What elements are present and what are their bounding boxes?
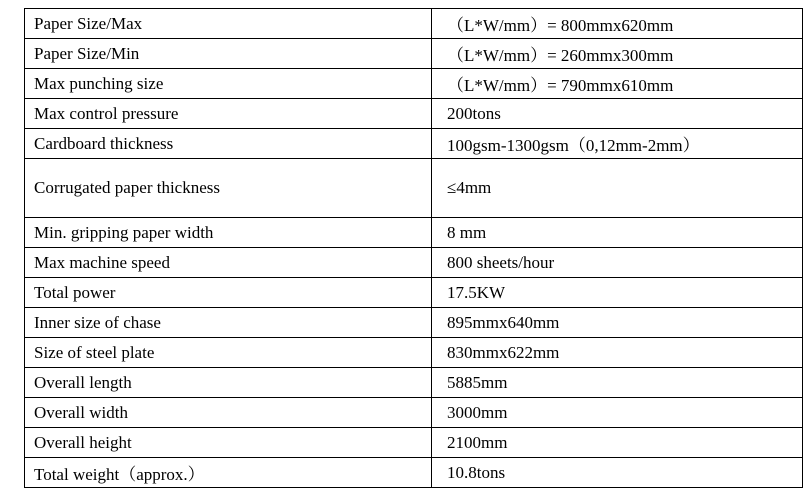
- table-row: [25, 248, 803, 278]
- table-row: [25, 308, 803, 338]
- spec-label: Paper Size/Min: [25, 39, 432, 69]
- spec-value: 3000mm: [432, 398, 803, 428]
- spec-label: Corrugated paper thickness: [25, 159, 432, 218]
- spec-value: 800 sheets/hour: [432, 248, 803, 278]
- table-row: [25, 368, 803, 398]
- spec-value: 10.8tons: [432, 458, 803, 488]
- table-row: [25, 129, 803, 159]
- table-row: [25, 99, 803, 129]
- table-row: [25, 39, 803, 69]
- table-row: [25, 9, 803, 39]
- spec-label: Size of steel plate: [25, 338, 432, 368]
- table-row: [25, 458, 803, 488]
- spec-value: 200tons: [432, 99, 803, 129]
- spec-label: Max control pressure: [25, 99, 432, 129]
- spec-value: （L*W/mm）= 790mmx610mm: [432, 69, 803, 99]
- spec-label: Min. gripping paper width: [25, 218, 432, 248]
- table-row: [25, 159, 803, 218]
- spec-value: 100gsm-1300gsm（0,12mm-2mm）: [432, 129, 803, 159]
- spec-label: Total power: [25, 278, 432, 308]
- specification-table: [24, 8, 803, 488]
- table-row: [25, 69, 803, 99]
- spec-label: Overall length: [25, 368, 432, 398]
- table-row: [25, 338, 803, 368]
- spec-label: Paper Size/Max: [25, 9, 432, 39]
- table-row: [25, 398, 803, 428]
- table-row: [25, 218, 803, 248]
- spec-value: 830mmx622mm: [432, 338, 803, 368]
- spec-value: 17.5KW: [432, 278, 803, 308]
- spec-value: 5885mm: [432, 368, 803, 398]
- spec-value: 895mmx640mm: [432, 308, 803, 338]
- table-row: [25, 278, 803, 308]
- spec-value: ≤4mm: [432, 159, 803, 218]
- spec-label: Overall width: [25, 398, 432, 428]
- spec-value: （L*W/mm）= 800mmx620mm: [432, 9, 803, 39]
- table-row: [25, 428, 803, 458]
- spec-label: Total weight（approx.）: [25, 458, 432, 488]
- spec-label: Overall height: [25, 428, 432, 458]
- spec-value: 2100mm: [432, 428, 803, 458]
- spec-value: （L*W/mm）= 260mmx300mm: [432, 39, 803, 69]
- spec-label: Inner size of chase: [25, 308, 432, 338]
- spec-label: Max punching size: [25, 69, 432, 99]
- spec-value: 8 mm: [432, 218, 803, 248]
- specification-table-body: [25, 9, 803, 488]
- spec-label: Max machine speed: [25, 248, 432, 278]
- spec-label: Cardboard thickness: [25, 129, 432, 159]
